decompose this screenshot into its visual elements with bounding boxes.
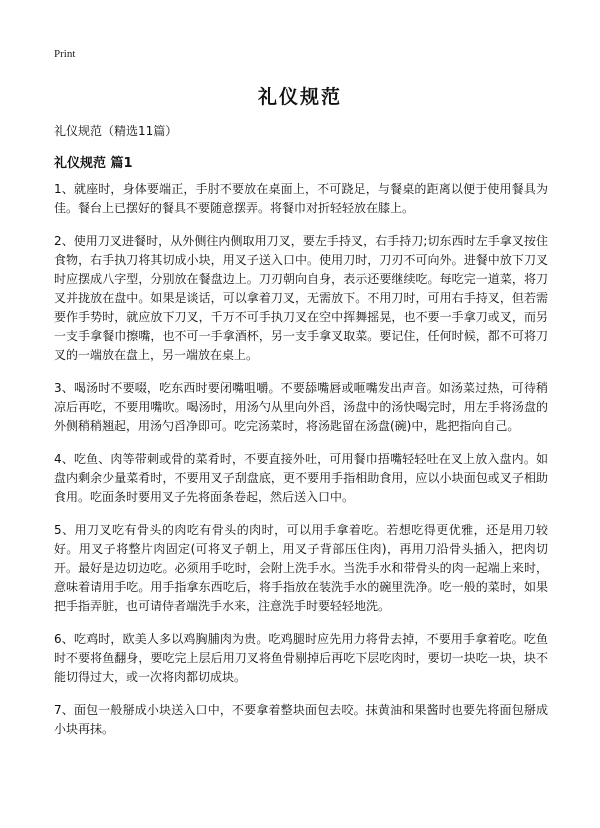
paragraph-4: 4、吃鱼、肉等带刺或骨的菜肴时，不要直接外吐，可用餐巾捂嘴轻轻吐在叉上放入盘内。如盘内剩余少量菜肴时，不要用叉子刮盘底，更不要用手指相助食用，应以小块面包或叉子相助食用。吃面条时要用叉子先将面条卷起，然后送入口中。 <box>54 452 548 504</box>
paragraph-7: 7、面包一般掰成小块送入口中，不要拿着整块面包去咬。抹黄油和果酱时也要先将面包掰成小块再抹。 <box>54 703 548 736</box>
paragraph-3: 3、喝汤时不要啜，吃东西时要闭嘴咀嚼。不要舔嘴唇或咂嘴发出声音。如汤菜过热，可待稍凉后再吃，不要用嘴吹。喝汤时，用汤勺从里向外舀，汤盘中的汤快喝完时，用左手将汤盘的外侧稍稍翘起，用汤勺舀净即可。吃完汤菜时，将汤匙留在汤盘(碗)中，匙把指向自己。 <box>54 381 548 433</box>
document-subtitle: 礼仪规范（精选11篇） <box>54 124 178 138</box>
paragraph-6: 6、吃鸡时，欧美人多以鸡胸脯肉为贵。吃鸡腿时应先用力将骨去掉，不要用手拿着吃。吃鱼时不要将鱼翻身，要吃完上层后用刀叉将鱼骨剔掉后再吃下层吃肉时，要切一块吃一块，块不能切得过大，或一次将肉都切成块。 <box>54 632 548 684</box>
section-heading: 礼仪规范 篇1 <box>54 156 133 171</box>
article-body <box>54 180 548 753</box>
document-title: 礼仪规范 <box>257 86 342 108</box>
print-link[interactable]: Print <box>54 48 76 60</box>
paragraph-5: 5、用刀叉吃有骨头的肉吃有骨头的肉时，可以用手拿着吃。若想吃得更优雅，还是用刀较好。用叉子将整片肉固定(可将叉子朝上，用叉子背部压住肉)，再用刀沿骨头插入，把肉切开。最好是边切边吃。必须用手吃时，会附上洗手水。当洗手水和带骨头的肉一起端上来时，意味着请用手吃。用手指拿东西吃后，将手指放在装洗手水的碗里洗净。吃一般的菜时，如果把手指弄脏，也可请侍者端洗手水来，注意洗手时要轻轻地洗。 <box>54 523 548 613</box>
paragraph-1: 1、就座时，身体要端正，手肘不要放在桌面上，不可跷足，与餐桌的距离以便于使用餐具为佳。餐台上已摆好的餐具不要随意摆弄。将餐巾对折轻轻放在膝上。 <box>54 182 548 215</box>
paragraph-2: 2、使用刀叉进餐时，从外侧往内侧取用刀叉，要左手持叉，右手持刀;切东西时左手拿叉按住食物，右手执刀将其切成小块，用叉子送入口中。使用刀时，刀刃不可向外。进餐中放下刀叉时应摆成八字型，分别放在餐盘边上。刀刃朝向自身，表示还要继续吃。每吃完一道菜，将刀叉并拢放在盘中。如果是谈话，可以拿着刀叉，无需放下。不用刀时，可用右手持叉，但若需要作手势时，就应放下刀叉，千万不可手执刀叉在空中挥舞摇晃，也不要一手拿刀或叉，而另一支手拿餐巾擦嘴，也不可一手拿酒杯，另一支手拿叉取菜。要记住，任何时候，都不可将刀叉的一端放在盘上，另一端放在桌上。 <box>54 234 548 362</box>
